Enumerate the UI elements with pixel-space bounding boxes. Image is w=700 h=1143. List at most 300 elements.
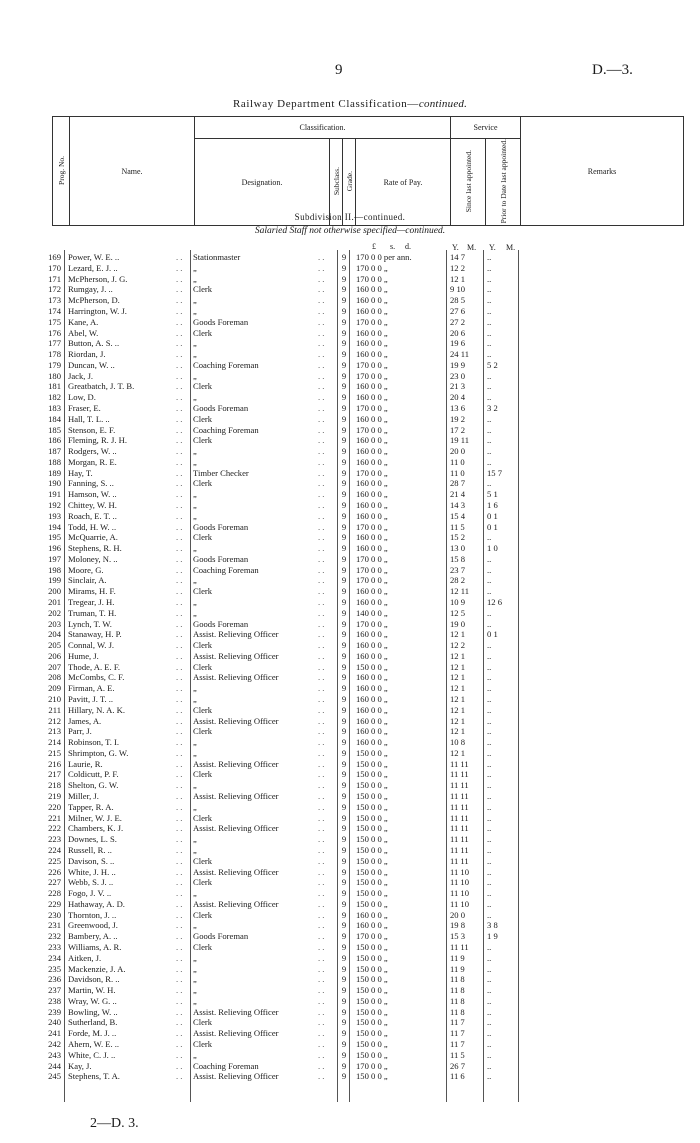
since-last-cell: 19 2	[450, 413, 466, 424]
prior-to-date-cell: ..	[487, 909, 492, 920]
leader-dots: . .	[176, 812, 183, 823]
leader-dots: . .	[318, 715, 325, 726]
since-last-cell: 21 4	[450, 489, 466, 500]
leader-dots: . .	[318, 392, 325, 403]
prog-no-cell: 242	[48, 1038, 61, 1049]
prior-to-date-cell: ..	[487, 424, 492, 435]
rate-of-pay-cell: 160 0 0 „	[356, 510, 388, 521]
table-row	[0, 447, 700, 456]
table-row	[0, 361, 700, 370]
designation-cell: Coaching Foreman	[193, 424, 259, 435]
prog-no-cell: 231	[48, 920, 61, 931]
prog-no-cell: 202	[48, 607, 61, 618]
since-last-cell: 12 2	[450, 640, 466, 651]
rate-of-pay-cell: 150 0 0 „	[356, 855, 388, 866]
rate-of-pay-cell: 150 0 0 „	[356, 834, 388, 845]
leader-dots: . .	[318, 758, 325, 769]
designation-cell: Clerk	[193, 704, 213, 715]
name-cell: McCombs, C. F.	[68, 672, 125, 683]
name-cell: Coldicutt, P. F.	[68, 769, 119, 780]
prog-no-cell: 186	[48, 435, 61, 446]
since-last-cell: 17 2	[450, 424, 466, 435]
rate-of-pay-cell: 140 0 0 „	[356, 607, 388, 618]
designation-cell: Clerk	[193, 532, 213, 543]
name-cell: Hume, J.	[68, 650, 99, 661]
leader-dots: . .	[318, 974, 325, 985]
since-last-cell: 10 9	[450, 597, 466, 607]
leader-dots: . .	[318, 273, 325, 284]
leader-dots: . .	[176, 898, 183, 909]
unit-months-prior: M.	[506, 243, 516, 252]
since-last-cell: 20 0	[450, 909, 466, 920]
prior-to-date-cell: ..	[487, 618, 492, 629]
designation-cell: Assist. Relieving Officer	[193, 629, 279, 640]
leader-dots: . .	[176, 909, 183, 920]
header-prior-to-date: Prior to Date last appointed.	[498, 139, 508, 224]
designation-cell: Assist. Relieving Officer	[193, 650, 279, 661]
designation-cell: Goods Foreman	[193, 521, 249, 532]
grade-cell: 9	[341, 521, 347, 532]
document-reference: D.—3.	[592, 62, 633, 78]
leader-dots: . .	[318, 489, 325, 500]
leader-dots: . .	[176, 456, 183, 467]
prog-no-cell: 233	[48, 941, 61, 952]
prior-to-date-cell: ..	[487, 866, 492, 877]
name-cell: White, J. H. ..	[68, 866, 116, 877]
table-row	[0, 1008, 700, 1017]
grade-cell: 9	[341, 898, 347, 909]
leader-dots: . .	[176, 273, 183, 284]
prog-no-cell: 180	[48, 370, 61, 381]
leader-dots: . .	[318, 316, 325, 327]
since-last-cell: 12 1	[450, 273, 466, 284]
leader-dots: . .	[176, 834, 183, 845]
unit-months-since: M.	[467, 243, 477, 252]
since-last-cell: 12 1	[450, 694, 466, 704]
grade-cell: 9	[341, 640, 347, 651]
prior-to-date-cell: 15 7	[487, 467, 503, 478]
name-cell: Riordan, J.	[68, 349, 106, 359]
leader-dots: . .	[318, 1017, 325, 1028]
prior-to-date-cell: ..	[487, 413, 492, 424]
prior-to-date-cell: ..	[487, 1049, 492, 1060]
name-cell: McPherson, D.	[68, 295, 120, 306]
leader-dots: . .	[318, 510, 325, 521]
grade-cell: 9	[341, 920, 347, 931]
name-cell: Tapper, R. A.	[68, 801, 114, 812]
name-cell: James, A.	[68, 715, 102, 726]
rate-of-pay-cell: 160 0 0 „	[356, 446, 388, 456]
since-last-cell: 15 8	[450, 553, 466, 564]
leader-dots: . .	[176, 521, 183, 532]
leader-dots: . .	[318, 877, 325, 888]
since-last-cell: 11 8	[450, 1006, 465, 1017]
grade-cell: 9	[341, 532, 347, 543]
designation-cell: Goods Foreman	[193, 618, 249, 629]
prior-to-date-cell: ..	[487, 295, 492, 306]
name-cell: McQuarrie, A.	[68, 532, 118, 543]
prior-to-date-cell: ..	[487, 726, 492, 737]
table-row	[0, 727, 700, 736]
name-cell: Morgan, R. E.	[68, 456, 117, 467]
grade-cell: 9	[341, 575, 347, 586]
rate-of-pay-cell: 150 0 0 „	[356, 1017, 388, 1028]
designation-cell: Clerk	[193, 726, 213, 737]
table-row	[0, 404, 700, 413]
prior-to-date-cell: ..	[487, 262, 492, 273]
prog-no-cell: 199	[48, 575, 61, 586]
rate-of-pay-cell: 160 0 0 „	[356, 413, 388, 424]
prog-no-cell: 212	[48, 715, 61, 726]
prog-no-cell: 239	[48, 1006, 61, 1017]
leader-dots: . .	[318, 1006, 325, 1017]
leader-dots: . .	[318, 823, 325, 834]
since-last-cell: 12 1	[450, 747, 466, 758]
prog-no-cell: 193	[48, 510, 61, 521]
prior-to-date-cell: ..	[487, 888, 492, 898]
name-cell: Lynch, T. W.	[68, 618, 112, 629]
prog-no-cell: 191	[48, 489, 61, 500]
name-cell: Lezard, E. J. ..	[68, 262, 118, 273]
leader-dots: . .	[176, 489, 183, 500]
designation-cell: „	[193, 446, 197, 456]
table-row	[0, 372, 700, 381]
rate-of-pay-cell: 170 0 0 „	[356, 424, 388, 435]
leader-dots: . .	[318, 683, 325, 694]
staff-subheading-text: Salaried Staff not otherwise specified—continued.	[254, 226, 446, 236]
rate-of-pay-cell: 170 0 0 „	[356, 273, 388, 284]
leader-dots: . .	[176, 1028, 183, 1039]
designation-cell: „	[193, 607, 197, 618]
since-last-cell: 11 6	[450, 1071, 465, 1082]
rate-of-pay-cell: 160 0 0 „	[356, 338, 388, 349]
prog-no-cell: 192	[48, 499, 61, 510]
rate-of-pay-cell: 160 0 0 „	[356, 349, 388, 359]
leader-dots: . .	[176, 597, 183, 607]
prior-to-date-cell: ..	[487, 349, 492, 359]
prior-to-date-cell: ..	[487, 252, 492, 262]
rate-of-pay-cell: 160 0 0 „	[356, 704, 388, 715]
subdivision-heading: Subdivision II.—continued.	[294, 212, 406, 222]
prog-no-cell: 241	[48, 1028, 61, 1039]
prior-to-date-cell: ..	[487, 435, 492, 446]
name-cell: Hall, T. L. ..	[68, 413, 110, 424]
rate-of-pay-cell: 150 0 0 „	[356, 877, 388, 888]
leader-dots: . .	[318, 446, 325, 456]
leader-dots: . .	[176, 553, 183, 564]
since-last-cell: 19 8	[450, 920, 466, 931]
leader-dots: . .	[318, 478, 325, 489]
table-row	[0, 835, 700, 844]
designation-cell: „	[193, 489, 197, 500]
designation-cell: Clerk	[193, 284, 213, 295]
name-cell: Milner, W. J. E.	[68, 812, 122, 823]
grade-cell: 9	[341, 413, 347, 424]
leader-dots: . .	[176, 1060, 183, 1071]
name-cell: Todd, H. W. ..	[68, 521, 117, 532]
table-row	[0, 458, 700, 467]
name-cell: Kane, A.	[68, 316, 99, 327]
table-row	[0, 436, 700, 445]
since-last-cell: 27 6	[450, 305, 466, 316]
name-cell: Kay, J.	[68, 1060, 92, 1071]
rate-of-pay-cell: 150 0 0 „	[356, 801, 388, 812]
grade-cell: 9	[341, 381, 347, 392]
leader-dots: . .	[318, 370, 325, 381]
prog-no-cell: 216	[48, 758, 61, 769]
rate-of-pay-cell: 170 0 0 „	[356, 1060, 388, 1071]
name-cell: Fraser, E.	[68, 402, 101, 413]
prog-no-cell: 169	[48, 252, 61, 262]
prog-no-cell: 232	[48, 931, 61, 942]
table-row	[0, 749, 700, 758]
grade-cell: 9	[341, 564, 347, 575]
prior-to-date-cell: ..	[487, 661, 492, 672]
leader-dots: . .	[176, 532, 183, 543]
designation-cell: „	[193, 510, 197, 521]
prior-to-date-cell: ..	[487, 715, 492, 726]
prog-no-cell: 235	[48, 963, 61, 974]
grade-cell: 9	[341, 456, 347, 467]
prog-no-cell: 174	[48, 305, 61, 316]
name-cell: Greatbatch, J. T. B.	[68, 381, 135, 392]
since-last-cell: 12 2	[450, 262, 466, 273]
since-last-cell: 11 11	[450, 812, 469, 823]
table-row	[0, 684, 700, 693]
prior-to-date-cell: ..	[487, 1006, 492, 1017]
prog-no-cell: 234	[48, 952, 61, 963]
name-cell: Ahern, W. E. ..	[68, 1038, 120, 1049]
grade-cell: 9	[341, 769, 347, 780]
leader-dots: . .	[176, 435, 183, 446]
leader-dots: . .	[176, 974, 183, 985]
name-cell: Connal, W. J.	[68, 640, 115, 651]
rate-of-pay-cell: 160 0 0 „	[356, 586, 388, 597]
prog-no-cell: 210	[48, 694, 61, 704]
prior-to-date-cell: 0 1	[487, 521, 498, 532]
grade-cell: 9	[341, 338, 347, 349]
prog-no-cell: 190	[48, 478, 61, 489]
grade-cell: 9	[341, 1049, 347, 1060]
rate-of-pay-cell: 150 0 0 „	[356, 995, 388, 1006]
name-cell: Button, A. S. ..	[68, 338, 120, 349]
prior-to-date-cell: 1 6	[487, 499, 498, 510]
name-cell: Hillary, N. A. K.	[68, 704, 125, 715]
prior-to-date-cell: ..	[487, 974, 492, 985]
grade-cell: 9	[341, 704, 347, 715]
since-last-cell: 12 1	[450, 650, 466, 661]
header-name: Name.	[70, 117, 195, 226]
leader-dots: . .	[176, 640, 183, 651]
grade-cell: 9	[341, 489, 347, 500]
designation-cell: Assist. Relieving Officer	[193, 715, 279, 726]
header-service: Service	[451, 117, 521, 139]
since-last-cell: 10 8	[450, 737, 466, 748]
grade-cell: 9	[341, 952, 347, 963]
designation-cell: Clerk	[193, 413, 213, 424]
since-last-cell: 13 0	[450, 543, 466, 554]
leader-dots: . .	[318, 607, 325, 618]
grade-cell: 9	[341, 586, 347, 597]
since-last-cell: 11 5	[450, 1049, 465, 1060]
leader-dots: . .	[318, 521, 325, 532]
since-last-cell: 12 1	[450, 672, 466, 683]
leader-dots: . .	[318, 543, 325, 554]
grade-cell: 9	[341, 985, 347, 995]
leader-dots: . .	[176, 650, 183, 661]
designation-cell: Goods Foreman	[193, 553, 249, 564]
leader-dots: . .	[176, 586, 183, 597]
since-last-cell: 12 1	[450, 629, 466, 640]
prior-to-date-cell: ..	[487, 747, 492, 758]
prog-no-cell: 220	[48, 801, 61, 812]
prog-no-cell: 228	[48, 888, 61, 898]
leader-dots: . .	[176, 1017, 183, 1028]
prog-no-cell: 219	[48, 791, 61, 801]
prog-no-cell: 227	[48, 877, 61, 888]
title-main: Railway Department Classification—	[232, 98, 419, 110]
prog-no-cell: 204	[48, 629, 61, 640]
since-last-cell: 15 4	[450, 510, 466, 521]
prog-no-cell: 206	[48, 650, 61, 661]
leader-dots: . .	[318, 295, 325, 306]
leader-dots: . .	[318, 1038, 325, 1049]
header-designation: Designation.	[195, 139, 330, 226]
designation-cell: Coaching Foreman	[193, 564, 259, 575]
leader-dots: . .	[176, 295, 183, 306]
prog-no-cell: 203	[48, 618, 61, 629]
prior-to-date-cell: ..	[487, 855, 492, 866]
prog-no-cell: 222	[48, 823, 61, 834]
table-row	[0, 285, 700, 294]
prog-no-cell: 244	[48, 1060, 61, 1071]
since-last-cell: 11 9	[450, 952, 465, 963]
rate-of-pay-cell: 150 0 0 „	[356, 866, 388, 877]
since-last-cell: 11 0	[450, 467, 465, 478]
table-row	[0, 393, 700, 402]
header-prog-no: Prog. No.	[56, 155, 66, 185]
grade-cell: 9	[341, 888, 347, 898]
prog-no-cell: 236	[48, 974, 61, 985]
since-last-cell: 13 6	[450, 402, 466, 413]
leader-dots: . .	[318, 1071, 325, 1082]
leader-dots: . .	[176, 305, 183, 316]
grade-cell: 9	[341, 327, 347, 338]
prior-to-date-cell: ..	[487, 877, 492, 888]
leader-dots: . .	[318, 855, 325, 866]
leader-dots: . .	[318, 553, 325, 564]
rate-of-pay-cell: 170 0 0 „	[356, 575, 388, 586]
table-row	[0, 846, 700, 855]
table-row	[0, 921, 700, 930]
grade-cell: 9	[341, 370, 347, 381]
prog-no-cell: 173	[48, 295, 61, 306]
since-last-cell: 12 1	[450, 683, 466, 694]
grade-cell: 9	[341, 801, 347, 812]
rate-of-pay-cell: 160 0 0 „	[356, 629, 388, 640]
table-row	[0, 544, 700, 553]
leader-dots: . .	[176, 661, 183, 672]
leader-dots: . .	[176, 316, 183, 327]
prog-no-cell: 182	[48, 392, 61, 403]
table-row	[0, 857, 700, 866]
prog-no-cell: 207	[48, 661, 61, 672]
leader-dots: . .	[176, 877, 183, 888]
since-last-cell: 21 3	[450, 381, 466, 392]
leader-dots: . .	[176, 726, 183, 737]
leader-dots: . .	[318, 898, 325, 909]
since-last-cell: 19 9	[450, 359, 466, 370]
grade-cell: 9	[341, 1017, 347, 1028]
name-cell: Fanning, S. ..	[68, 478, 114, 489]
designation-cell: „	[193, 273, 197, 284]
designation-cell: „	[193, 349, 197, 359]
table-row	[0, 770, 700, 779]
prog-no-cell: 197	[48, 553, 61, 564]
leader-dots: . .	[318, 586, 325, 597]
leader-dots: . .	[318, 801, 325, 812]
leader-dots: . .	[318, 349, 325, 359]
name-cell: Fleming, R. J. H.	[68, 435, 127, 446]
prior-to-date-cell: ..	[487, 985, 492, 995]
designation-cell: „	[193, 747, 197, 758]
grade-cell: 9	[341, 737, 347, 748]
name-cell: Williams, A. R.	[68, 941, 122, 952]
name-cell: Shelton, G. W.	[68, 780, 119, 791]
leader-dots: . .	[318, 424, 325, 435]
prog-no-cell: 183	[48, 402, 61, 413]
leader-dots: . .	[176, 1006, 183, 1017]
designation-cell: „	[193, 834, 197, 845]
since-last-cell: 11 11	[450, 801, 469, 812]
table-row	[0, 469, 700, 478]
since-last-cell: 11 10	[450, 898, 470, 909]
table-row	[0, 253, 700, 262]
table-row	[0, 695, 700, 704]
rate-of-pay-cell: 160 0 0 „	[356, 909, 388, 920]
leader-dots: . .	[176, 252, 183, 262]
table-row	[0, 566, 700, 575]
name-cell: Sinclair, A.	[68, 575, 107, 586]
name-cell: Roach, E. T. ..	[68, 510, 117, 521]
name-cell: Abel, W.	[68, 327, 99, 338]
header-subclass: Subclass.	[331, 167, 341, 196]
since-last-cell: 27 2	[450, 316, 466, 327]
rate-of-pay-cell: 160 0 0 „	[356, 683, 388, 694]
prog-no-cell: 221	[48, 812, 61, 823]
designation-cell: Assist. Relieving Officer	[193, 672, 279, 683]
grade-cell: 9	[341, 866, 347, 877]
grade-cell: 9	[341, 834, 347, 845]
prog-no-cell: 171	[48, 273, 61, 284]
prog-no-cell: 185	[48, 424, 61, 435]
leader-dots: . .	[176, 327, 183, 338]
designation-cell: „	[193, 499, 197, 510]
name-cell: Downes, L. S.	[68, 834, 117, 845]
leader-dots: . .	[318, 812, 325, 823]
rate-of-pay-cell: 150 0 0 „	[356, 898, 388, 909]
prog-no-cell: 240	[48, 1017, 61, 1028]
prior-to-date-cell: ..	[487, 305, 492, 316]
grade-cell: 9	[341, 650, 347, 661]
since-last-cell: 11 8	[450, 974, 465, 985]
designation-cell: „	[193, 370, 197, 381]
rate-of-pay-cell: 160 0 0 „	[356, 435, 388, 446]
designation-cell: „	[193, 888, 197, 898]
grade-cell: 9	[341, 661, 347, 672]
name-cell: Sutherland, B.	[68, 1017, 118, 1028]
leader-dots: . .	[318, 456, 325, 467]
